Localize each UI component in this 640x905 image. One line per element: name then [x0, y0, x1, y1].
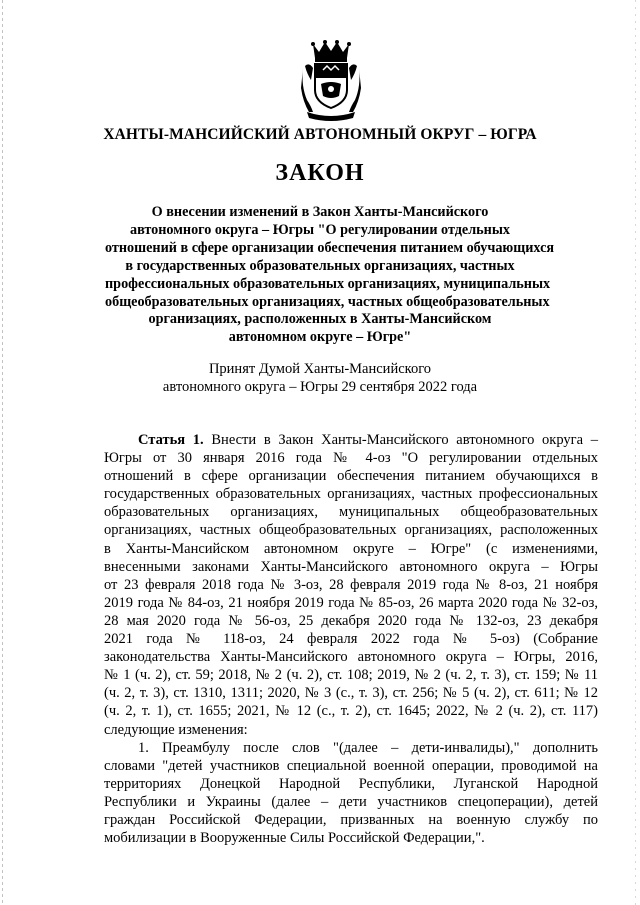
- article-line: образовательных организациях, муниципальных общеобразовательных: [104, 504, 598, 521]
- article-line: 2021 года № 118-оз, 24 февраля 2022 года № 5-оз) (Собрание: [104, 631, 598, 648]
- law-title-line: автономном округе – Югре": [228, 329, 412, 346]
- article-line: отношений в сфере организации обеспечения питанием обучающихся в: [104, 468, 598, 485]
- item-1-line: 1. Преамбулу после слов "(далее – дети-инвалиды)," дополнить: [138, 739, 598, 756]
- item-1-line: граждан Российской Федерации, призванных на военную службу по: [104, 811, 598, 828]
- law-title-line: О внесении изменений в Закон Ханты-Мансийского: [151, 204, 489, 220]
- article-line: (ч. 2, т. 3), ст. 1310, 1311; 2020, № 3 (с., т. 3), ст. 256; № 5 (ч. 2), ст. 611; № 12: [104, 685, 598, 702]
- article-label: Статья 1.: [138, 432, 204, 448]
- article-line: законодательства Ханты-Мансийского автономного округа – Югры, 2016,: [104, 649, 598, 666]
- article-line: от 23 февраля 2018 года № 3-оз, 28 февраля 2019 года № 8-оз, 21 ноября: [104, 576, 598, 593]
- article-line: Югры от 30 января 2016 года № 4-оз "О регулировании отдельных: [104, 450, 598, 467]
- article-line: организациях, частных общеобразовательных организациях, расположенных: [104, 522, 598, 539]
- law-title-line: организациях, расположенных в Ханты-Мансийском: [148, 311, 492, 328]
- adoption-line: автономного округа – Югры 29 сентября 2022 года: [162, 379, 478, 395]
- law-title-line: общеобразовательных организациях, частных общеобразовательных: [105, 293, 550, 310]
- article-line: 2019 года № 84-оз, 21 ноября 2019 года № 85-оз, 26 марта 2020 года № 32-оз,: [104, 594, 598, 611]
- article-line: внесенными законами Ханты-Мансийского автономного округа – Югры: [104, 558, 598, 575]
- article-line: следующие изменения:: [104, 721, 248, 738]
- law-title-line: отношений в сфере организации обеспечения питанием обучающихся: [105, 239, 555, 256]
- law-title-line: в государственных образовательных организациях, частных: [125, 257, 515, 274]
- item-1-line: словами "детей участников специальной военной операции, проводимой на: [104, 757, 598, 774]
- article-first-line-text: Внести в Закон Ханты-Мансийского автономного округа –: [211, 432, 599, 448]
- document-type-heading: ЗАКОН: [275, 160, 365, 186]
- article-line: в Ханты-Мансийском автономном округе – Югре" (с изменениями,: [104, 540, 598, 557]
- adoption-statement: [120, 360, 520, 396]
- article-line: (ч. 2, т. 1), ст. 1655; 2021, № 12 (с., т. 2), ст. 1645; 2022, № 2 (ч. 2), ст. 117): [104, 703, 598, 720]
- law-title-line: автономного округа – Югры "О регулировании отдельных: [129, 221, 511, 238]
- article-first-line: [104, 431, 598, 449]
- item-1-line: мобилизации в Вооруженные Силы Российской Федерации,".: [104, 830, 485, 847]
- item-1-line: Республики и Украины (далее – дети участников спецоперации), детей: [104, 793, 598, 810]
- law-title-line: профессиональных образовательных организациях, муниципальных: [105, 275, 551, 292]
- article-line: 28 мая 2020 года № 56-оз, 25 декабря 2020 года № 132-оз, 23 декабря: [104, 612, 598, 629]
- law-title: [105, 204, 555, 347]
- article-line: № 1 (ч. 2), ст. 59; 2018, № 2 (ч. 2), ст. 108; 2019, № 2 (ч. 2, т. 3), ст. 159; № 11: [104, 667, 598, 684]
- item-1-line: территориях Донецкой Народной Республики, Луганской Народной: [104, 775, 598, 792]
- article-1-body: [104, 431, 598, 847]
- adoption-line: Принят Думой Ханты-Мансийского: [208, 361, 432, 377]
- article-line: государственных образовательных организациях, частных профессиональных: [104, 486, 598, 503]
- coat-of-arms-emblem: [299, 40, 363, 122]
- region-title: ХАНТЫ-МАНСИЙСКИЙ АВТОНОМНЫЙ ОКРУГ – ЮГРА: [103, 126, 537, 143]
